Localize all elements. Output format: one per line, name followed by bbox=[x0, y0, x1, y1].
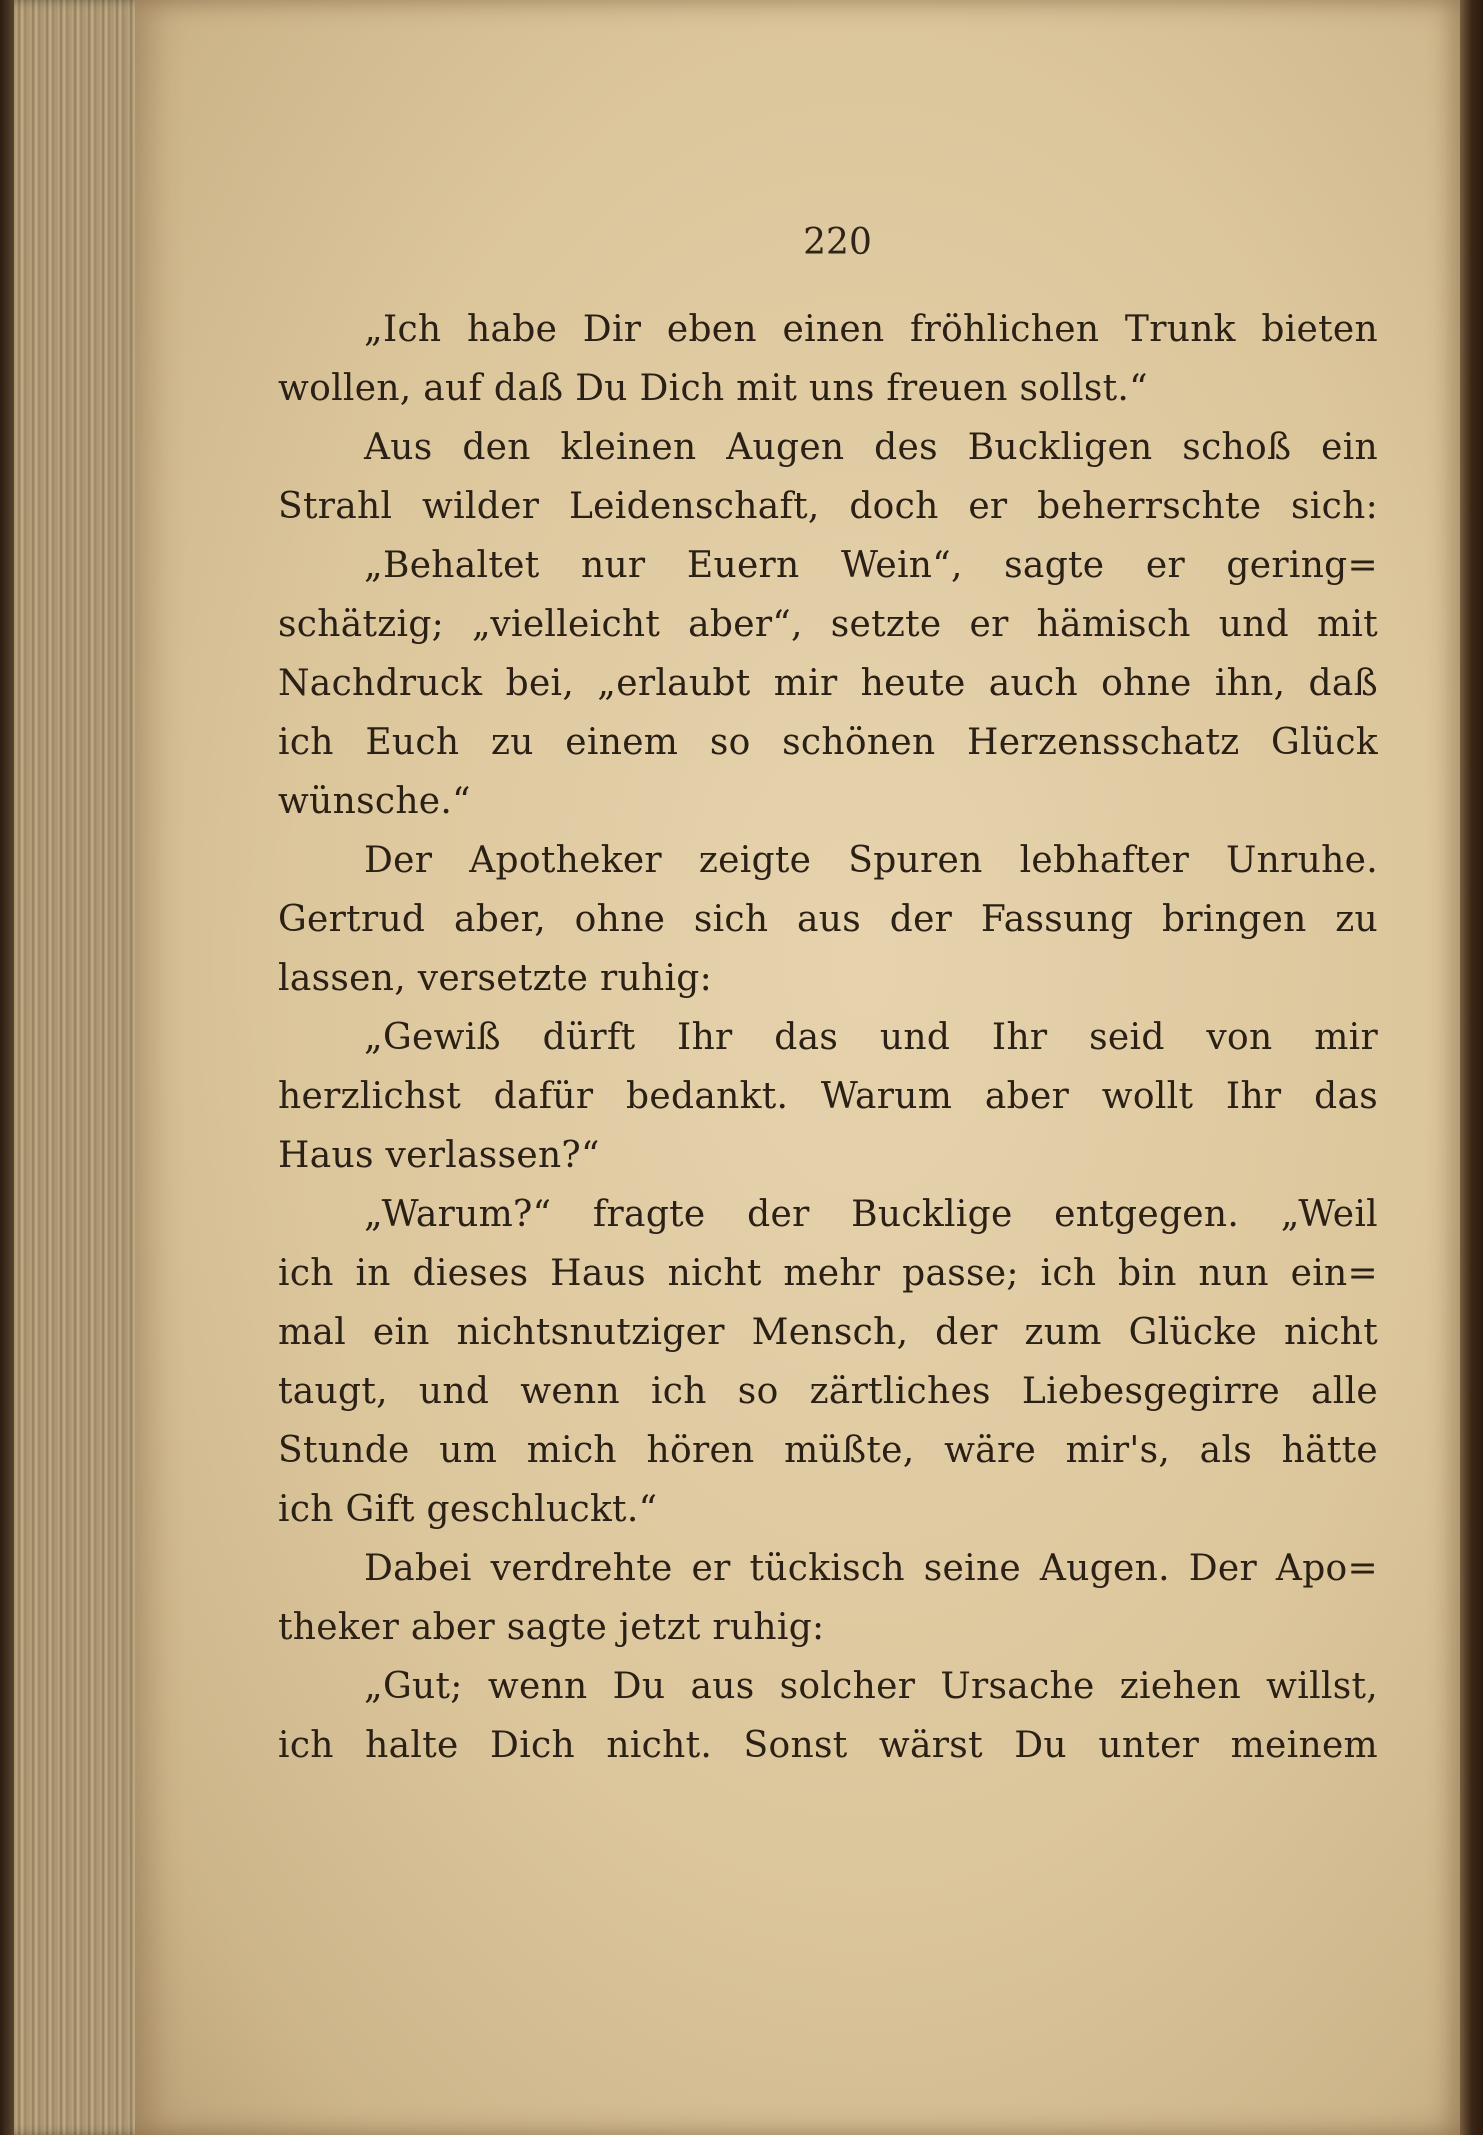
text-line: taugt, und wenn ich so zärtliches Liebesgegirre alle bbox=[278, 1371, 1378, 1412]
text-line: wollen, auf daß Du Dich mit uns freuen sollst.“ bbox=[278, 368, 1148, 409]
paragraph bbox=[278, 536, 1378, 831]
paragraph bbox=[278, 1008, 1378, 1185]
text-line: ich Euch zu einem so schönen Herzensschatz Glück bbox=[278, 722, 1378, 763]
paragraph bbox=[278, 418, 1378, 536]
paragraph bbox=[278, 300, 1378, 418]
paragraph bbox=[278, 831, 1378, 1008]
text-line: „Gewiß dürft Ihr das und Ihr seid von mir bbox=[364, 1017, 1378, 1058]
text-line: herzlichst dafür bedankt. Warum aber wollt Ihr das bbox=[278, 1076, 1378, 1117]
text-line: Aus den kleinen Augen des Buckligen schoß ein bbox=[364, 427, 1378, 468]
text-line: „Gut; wenn Du aus solcher Ursache ziehen willst, bbox=[364, 1666, 1378, 1707]
text-line: Nachdruck bei, „erlaubt mir heute auch ohne ihn, daß bbox=[278, 663, 1378, 704]
text-line: Gertrud aber, ohne sich aus der Fassung bringen zu bbox=[278, 899, 1378, 940]
text-line: wünsche.“ bbox=[278, 781, 471, 822]
text-line: Der Apotheker zeigte Spuren lebhafter Unruhe. bbox=[364, 840, 1378, 881]
text-line: schätzig; „vielleicht aber“, setzte er hämisch und mit bbox=[278, 604, 1378, 645]
text-line: Stunde um mich hören müßte, wäre mir's, als hätte bbox=[278, 1430, 1378, 1471]
page-number: 220 bbox=[803, 222, 872, 263]
book-spine-shadow bbox=[0, 0, 14, 2135]
text-line: mal ein nichtsnutziger Mensch, der zum Glücke nicht bbox=[278, 1312, 1378, 1353]
text-line: ich in dieses Haus nicht mehr passe; ich bin nun ein= bbox=[278, 1253, 1378, 1294]
body-text bbox=[278, 300, 1378, 1775]
book-page-edges bbox=[0, 0, 150, 2135]
text-line: theker aber sagte jetzt ruhig: bbox=[278, 1607, 825, 1648]
text-line: „Ich habe Dir eben einen fröhlichen Trunk bieten bbox=[364, 309, 1378, 350]
paragraph bbox=[278, 1185, 1378, 1539]
text-line: „Behaltet nur Euern Wein“, sagte er gering= bbox=[364, 545, 1378, 586]
text-line: ich halte Dich nicht. Sonst wärst Du unter meinem bbox=[278, 1725, 1378, 1766]
text-line: „Warum?“ fragte der Bucklige entgegen. „Weil bbox=[364, 1194, 1378, 1235]
text-line: Dabei verdrehte er tückisch seine Augen. Der Apo= bbox=[364, 1548, 1378, 1589]
paragraph bbox=[278, 1657, 1378, 1775]
text-line: ich Gift geschluckt.“ bbox=[278, 1489, 658, 1530]
text-line: Haus verlassen?“ bbox=[278, 1135, 600, 1176]
text-line: lassen, versetzte ruhig: bbox=[278, 958, 713, 999]
paragraph bbox=[278, 1539, 1378, 1657]
text-line: Strahl wilder Leidenschaft, doch er beherrschte sich: bbox=[278, 486, 1378, 527]
